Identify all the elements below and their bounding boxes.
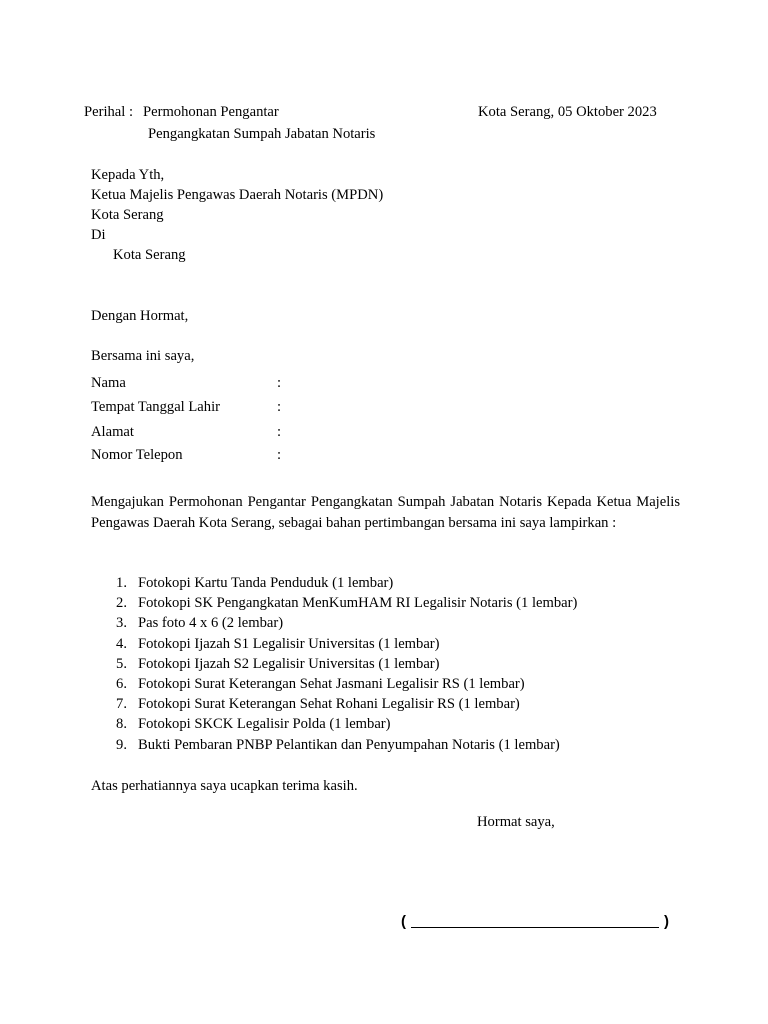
perihal-line-1: Permohonan Pengantar bbox=[143, 104, 279, 120]
perihal-label: Perihal : bbox=[84, 104, 134, 120]
recipient-line-2: Ketua Majelis Pengawas Daerah Notaris (MPDN) bbox=[91, 187, 384, 203]
recipient-line-3: Kota Serang bbox=[91, 207, 164, 223]
closing-text: Atas perhatiannya saya ucapkan terima kasih. bbox=[91, 778, 358, 794]
signature-line bbox=[401, 912, 669, 932]
close-paren: ) bbox=[664, 913, 669, 930]
greeting: Dengan Hormat, bbox=[91, 308, 189, 324]
open-paren: ( bbox=[401, 913, 406, 930]
field-colon: : bbox=[277, 375, 282, 391]
recipient-line-5: Kota Serang bbox=[113, 247, 186, 263]
intro-text: Bersama ini saya, bbox=[91, 348, 195, 364]
recipient-line-4: Di bbox=[91, 227, 106, 243]
place-date: Kota Serang, 05 Oktober 2023 bbox=[478, 104, 657, 120]
recipient-line-1: Kepada Yth, bbox=[91, 167, 165, 183]
field-colon: : bbox=[277, 399, 282, 415]
field-label: Nomor Telepon bbox=[91, 447, 183, 463]
field-label: Nama bbox=[91, 375, 126, 391]
letter-page: Perihal : Permohonan Pengantar Pengangkatan Sumpah Jabatan Notaris Kota Serang, 05 Oktober 2023 Kepada Yth, Ketua Majelis Pengawas Daerah Notaris (MPDN) Kota Serang Di Kota Serang Dengan Hormat, Bersama ini saya, Nama : Tempat Tanggal Lahir : Alamat : Nomor Telepon : Mengajukan Permohonan Pengantar Pengangkatan Sumpah Jabatan Notaris Kepada Ketua Majelis Pengawas Daerah Kota Serang, sebagai bahan pertimbangan bersama ini saya lampirkan : 1. Fotokopi Kartu Tanda Penduduk (1 lembar) 2. Fotokopi SK Pengangkatan MenKumHAM RI Legalisir Notaris (1 lembar) 3. Pas foto 4 x 6 (2 lembar) 4. Fotokopi Ijazah S1 Legalisir Universitas (1 lembar) 5. Fotokopi Ijazah S2 Legalisir Universitas (1 lembar) 6. Fotokopi Surat Keterangan Sehat Jasmani Legalisir RS (1 lembar) 7. Fotokopi Surat Keterangan Sehat Rohani Legalisir RS (1 lembar) 8. Fotokopi SKCK Legalisir Polda (1 lembar) 9. Bukti Pembaran PNBP Pelantikan dan Penyumpahan Notaris (1 lembar) Atas perhatiannya saya ucapkan terima kasih. Hormat saya, ( ) bbox=[84, 104, 680, 930]
body-paragraph: Mengajukan Permohonan Pengantar Pengangkatan Sumpah Jabatan Notaris Kepada Ketua Majelis Pengawas Daerah Kota Serang, sebagai bahan pertimbangan bersama ini saya lampirkan : bbox=[91, 494, 680, 531]
field-colon: : bbox=[277, 424, 282, 440]
field-colon: : bbox=[277, 447, 282, 463]
field-label: Tempat Tanggal Lahir bbox=[91, 399, 220, 415]
signature-rule bbox=[411, 913, 659, 928]
signature-salutation: Hormat saya, bbox=[477, 814, 555, 830]
field-label: Alamat bbox=[91, 424, 134, 440]
perihal-line-2: Pengangkatan Sumpah Jabatan Notaris bbox=[148, 126, 376, 142]
